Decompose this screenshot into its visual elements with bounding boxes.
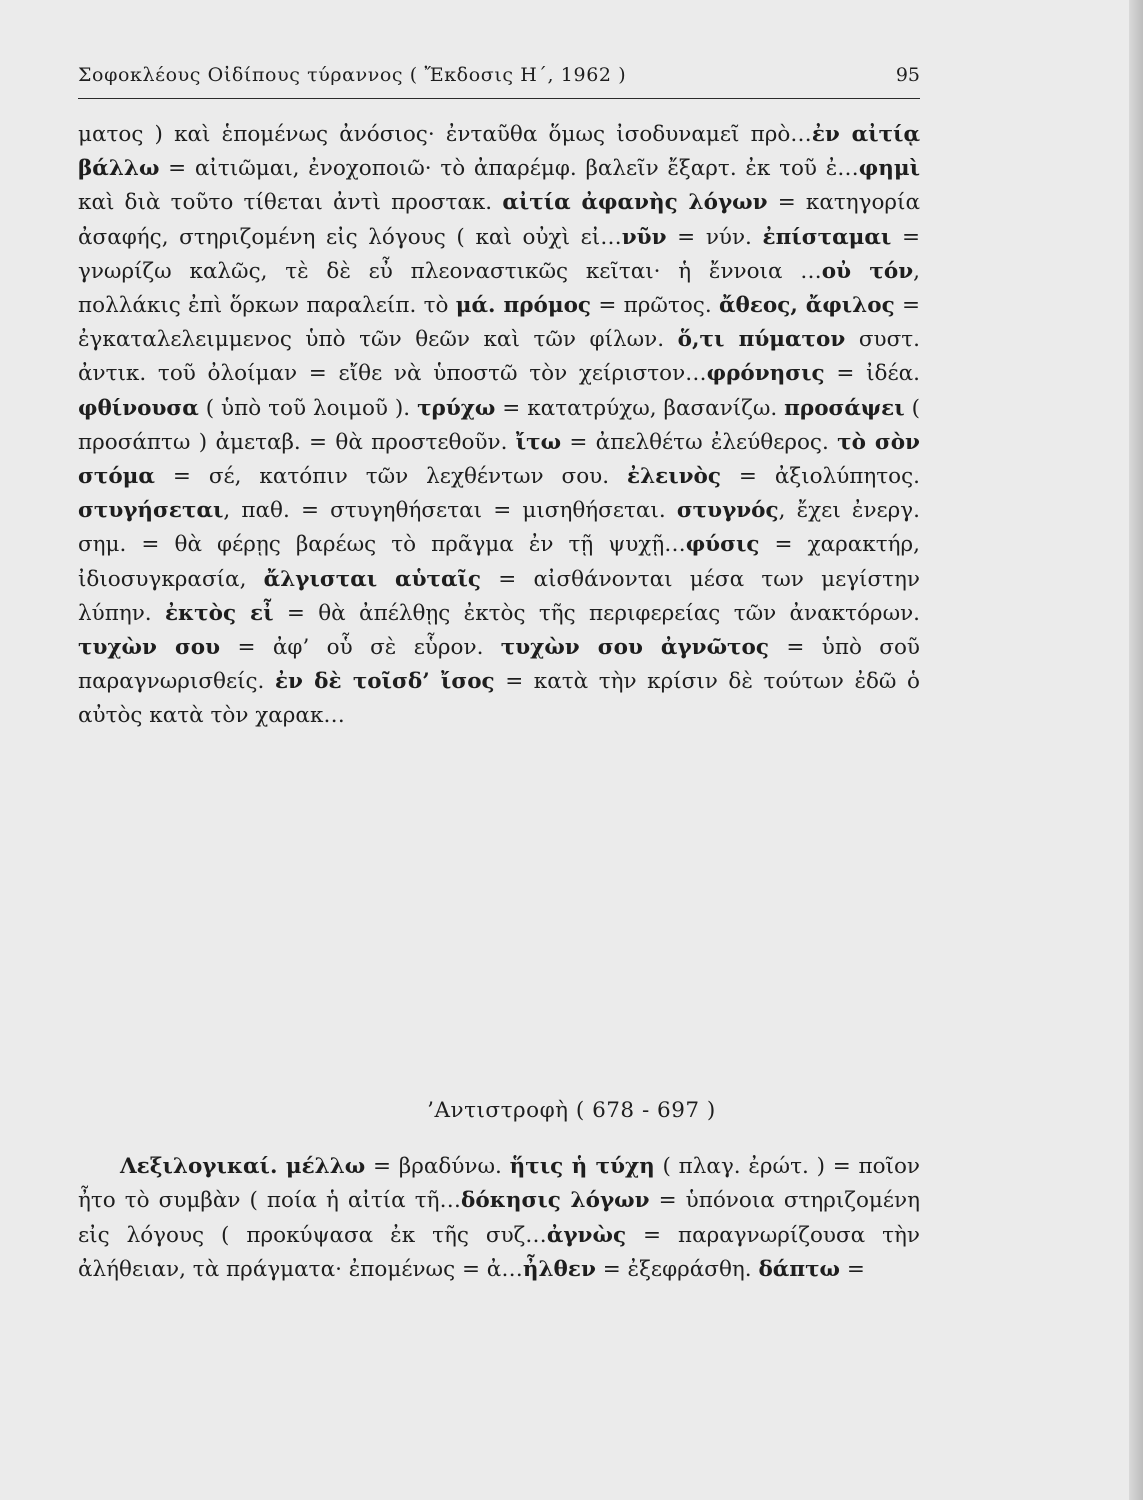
lemma-term: προσάψει [784, 395, 905, 421]
gloss-text: ( ὑπὸ τοῦ λοιμοῦ ). [198, 395, 418, 421]
gloss-text: = χαρακτήρ, ἰδιοσυγκρασία, [78, 532, 920, 592]
gloss-text: = ἀφ’ οὗ σὲ εὗρον. [220, 635, 501, 661]
lemma-term: Λεξιλογικαί. μέλλω [120, 1154, 366, 1179]
gloss-text: = πρῶτος. [591, 293, 719, 319]
page-edge [1129, 0, 1143, 1500]
lemma-term: ἦλθεν [522, 1257, 596, 1283]
gloss-text: καὶ διὰ τοῦτο τίθεται ἀντὶ προστακ. [78, 190, 503, 216]
lemma-term: ἄλγισται αὑταῖς [263, 566, 482, 592]
gloss-text: = κατὰ τὴν κρίσιν δὲ τούτων ἐδῶ ὁ αὐτὸς κατὰ τὸν χαρακ… [78, 669, 920, 729]
gloss-text: = σέ, κατόπιν τῶν λεχθέντων σου. [154, 464, 627, 490]
gloss-text: = ἰδέα. [824, 361, 920, 387]
lemma-term: φρόνησις [706, 361, 825, 387]
page-number: 95 [895, 64, 920, 86]
gloss-text: , πολλάκις ἐπὶ ὅρκων παραλείπ. τὸ [78, 258, 921, 319]
gloss-text: = νύν. [666, 224, 763, 250]
lemma-term: ἴτω [515, 429, 562, 455]
gloss-text: = ὑπὸ σοῦ παραγνωρισθείς. [78, 635, 920, 695]
gloss-text: ( πλαγ. ἐρώτ. ) = ποῖον ἦτο τὸ συμβὰν ( ποία ἡ αἰτία τῆ… [78, 1154, 920, 1214]
gloss-text: , παθ. = στυγηθήσεται = μισηθήσεται. [223, 498, 677, 524]
lemma-term: φημὶ [858, 156, 920, 182]
lemma-term: τυχὼν σου ἀγνῶτος [500, 635, 769, 661]
lemma-term: ἐν δὲ τοῖσδ’ ἴσος [274, 669, 495, 695]
gloss-text: = παραγνωρίζουσα τὴν ἀλήθειαν, τὰ πράγματα· ἐπομένως = ἀ… [78, 1222, 921, 1283]
header-title: Σοφοκλέους Οἰδίπους τύραννος ( Ἔκδοσις Η΄, 1962 ) [78, 64, 627, 86]
gloss-text: συστ. ἀντικ. τοῦ ὀλοίμαν = εἴθε νὰ ὑποστῶ τὸν χείριστον… [78, 327, 920, 387]
lemma-term: μά. πρόμος [455, 293, 592, 319]
lemma-term: φύσις [685, 532, 760, 558]
lemma-term: ἐν αἰτίᾳ βάλλω [78, 122, 920, 182]
gloss-text: = κατατρύχω, βασανίζω. [495, 395, 785, 421]
lemma-term: φθίνουσα [78, 395, 199, 421]
gloss-text: = θὰ ἀπέλθῃς ἐκτὸς τῆς περιφερείας τῶν ἀνακτόρων. [273, 600, 921, 626]
lemma-term: ἐκτὸς εἶ [164, 600, 274, 626]
gloss-text: , ἔχει ἐνεργ. σημ. = θὰ φέρῃς βαρέως τὸ πρᾶγμα ἐν τῇ ψυχῇ… [78, 498, 920, 558]
lemma-term: τρύχω [417, 395, 496, 421]
lemma-term: ἄθεος, ἄφιλος [718, 293, 895, 319]
gloss-text: = ἀξιολύπητος. [720, 464, 920, 490]
lemma-term: ἐπίσταμαι [762, 224, 892, 250]
paragraph-2 [78, 1150, 920, 1288]
lemma-term: τὸ σὸν στόμα [78, 429, 920, 490]
gloss-text: = ἀπελθέτω ἐλεύθερος. [561, 429, 838, 455]
lemma-term: ἀγνὼς [546, 1222, 627, 1248]
lemma-term: στυγνός [676, 498, 779, 524]
gloss-text: = [840, 1257, 865, 1283]
section-heading: ’Αντιστροφὴ ( 678 - 697 ) [427, 1098, 716, 1123]
lemma-term: στυγήσεται [78, 498, 224, 524]
paragraph-1 [78, 118, 920, 734]
running-header [78, 58, 920, 99]
lemma-term: αἰτία ἀφανὴς λόγων [502, 190, 768, 216]
commentary-paragraph-2 [78, 1150, 920, 1288]
lemma-term: νῦν [621, 224, 667, 250]
gloss-text: = ὑπόνοια στηριζομένη εἰς λόγους ( προκύψασα ἐκ τῆς συζ… [78, 1188, 920, 1248]
lemma-term: ἐλεινὸς [627, 464, 721, 490]
gloss-text: = κατηγορία ἀσαφής, στηριζομένη εἰς λόγους ( καὶ οὐχὶ εἰ… [78, 190, 921, 250]
lemma-term: ὅ,τι πύματον [677, 327, 846, 353]
gloss-text: = αἰτιῶμαι, ἐνοχοποιῶ· τὸ ἀπαρέμφ. βαλεῖν ἔξαρτ. ἐκ τοῦ ἐ… [159, 156, 859, 182]
gloss-text: ματος ) καὶ ἑπομένως ἀνόσιος· ἐνταῦθα ὅμως ἰσοδυναμεῖ πρὸ… [78, 122, 812, 147]
gloss-text: = ἐγκαταλελειμμενος ὑπὸ τῶν θεῶν καὶ τῶν φίλων. [78, 293, 920, 353]
gloss-text: = βραδύνω. [365, 1154, 510, 1179]
lemma-term: οὐ τόν [821, 258, 914, 284]
lemma-term: δάπτω [758, 1257, 841, 1283]
commentary-paragraph-1 [78, 118, 920, 734]
lemma-term: δόκησις λόγων [461, 1188, 650, 1214]
lemma-term: τυχὼν σου [78, 635, 221, 661]
lemma-term: ἥτις ἡ τύχη [509, 1154, 655, 1179]
gloss-text: = αἰσθάνονται μέσα των μεγίστην λύπην. [78, 566, 921, 626]
gloss-text: ( προσάπτω ) ἀμεταβ. = θὰ προστεθοῦν. [78, 395, 920, 455]
gloss-text: = γνωρίζω καλῶς, τὲ δὲ εὖ πλεοναστικῶς κεῖται· ἡ ἔννοια … [78, 224, 920, 284]
gloss-text: = ἐξεφράσθη. [595, 1257, 759, 1283]
